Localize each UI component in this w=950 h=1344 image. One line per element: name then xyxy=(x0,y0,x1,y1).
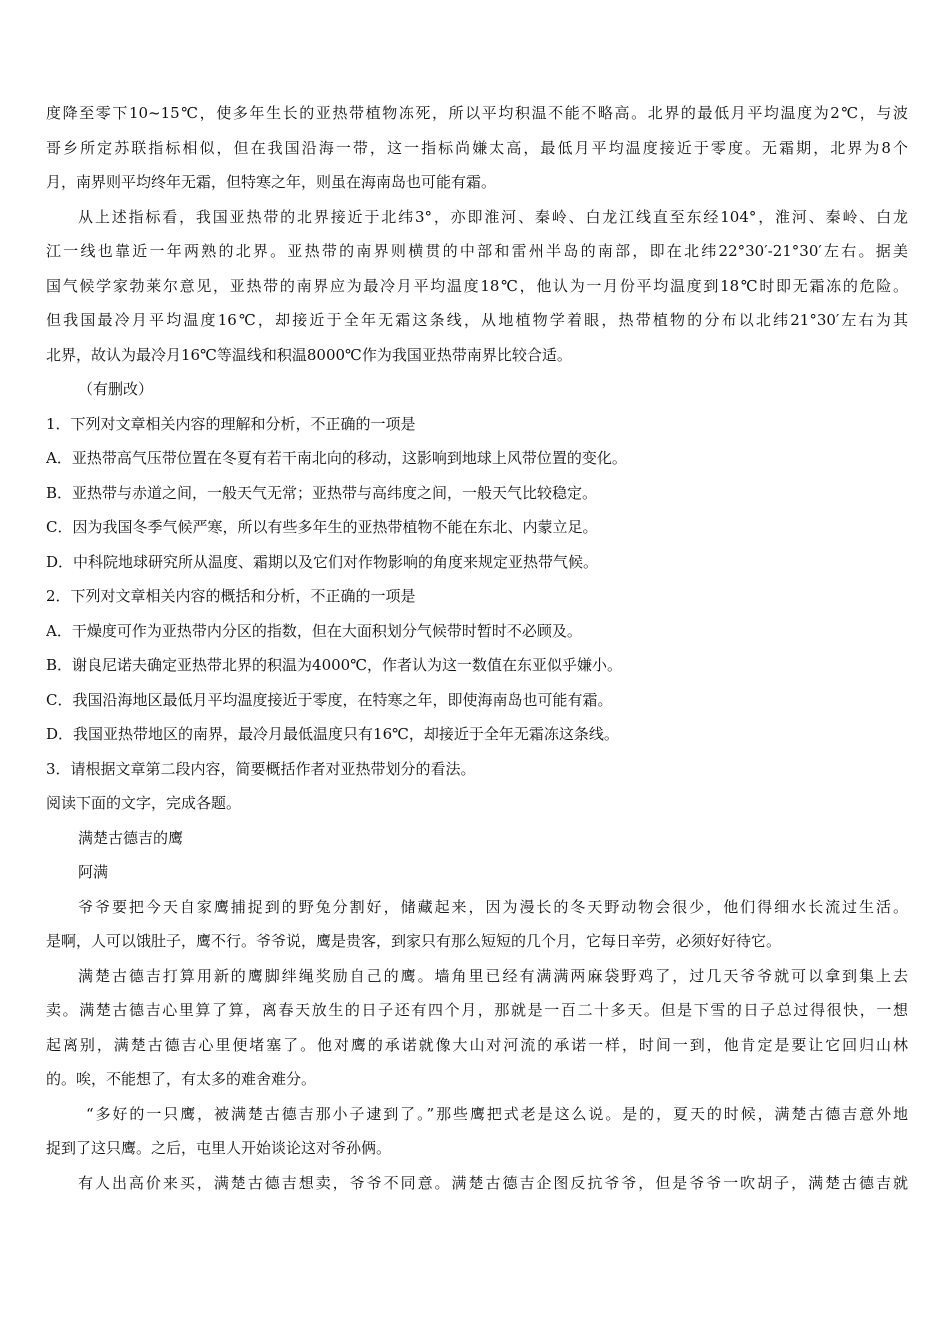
question-stem: 1．下列对文章相关内容的理解和分析，不正确的一项是 xyxy=(46,414,416,433)
text-line: 国气候学家勃莱尔意见，亚热带的南界应为最冷月平均温度18℃，他认为一月份平均温度到18℃时即无霜冻的危险。 xyxy=(46,276,908,295)
question-2 xyxy=(46,579,908,752)
text-line: 江一线也靠近一年两熟的北界。亚热带的南界则横贯的中部和雷州半岛的南部，即在北纬22°30′-21°30′左右。据美 xyxy=(46,242,908,260)
text-line: 北界，故认为最冷月16℃等温线和积温8000℃作为我国亚热带南界比较合适。 xyxy=(46,345,572,364)
question-stem: 2．下列对文章相关内容的概括和分析，不正确的一项是 xyxy=(46,587,416,605)
text-line: 但我国最冷月平均温度16℃，却接近于全年无霜这条线，从地植物学着眼，热带植物的分布以北纬21°30′左右为其 xyxy=(46,311,908,329)
question-3-stem: 3．请根据文章第二段内容，简要概括作者对亚热带划分的看法。 xyxy=(46,759,476,778)
text-line: 度降至零下10~15℃，使多年生长的亚热带植物冻死，所以平均积温不能不略高。北界的最低月平均温度为2℃，与波 xyxy=(46,104,908,122)
story-author: 阿满 xyxy=(78,863,109,881)
document-page xyxy=(46,96,908,1200)
text-line: 卖。满楚古德吉心里算了算，离春天放生的日子还有四个月，那就是一百二十多天。但是下雪的日子总过得很快，一想 xyxy=(46,1001,908,1019)
question-1 xyxy=(46,407,908,580)
story-paragraph xyxy=(46,1166,908,1201)
story-paragraph xyxy=(46,959,908,1097)
option-a: A．亚热带高气压带位置在冬夏有若干南北向的移动，这影响到地球上风带位置的变化。 xyxy=(46,449,627,467)
text-line: 满楚古德吉打算用新的鹰脚绊绳奖励自己的鹰。墙角里已经有满满两麻袋野鸡了，过几天爷爷就可以拿到集上去 xyxy=(78,966,908,985)
text-line: 有人出高价来买，满楚古德吉想卖，爷爷不同意。满楚古德吉企图反抗爷爷，但是爷爷一吹胡子，满楚古德吉就 xyxy=(78,1173,908,1192)
option-c: C．我国沿海地区最低月平均温度接近于零度，在特寒之年，即使海南岛也可能有霜。 xyxy=(46,690,613,709)
text-line: 捉到了这只鹰。之后，屯里人开始谈论这对爷孙俩。 xyxy=(46,1139,392,1157)
paragraph-climate-indicators xyxy=(46,96,908,200)
option-d: D．中科院地球研究所从温度、霜期以及它们对作物影响的角度来规定亚热带气候。 xyxy=(46,552,599,571)
text-line: 的。唉，不能想了，有太多的难舍难分。 xyxy=(46,1070,317,1088)
text-line: 哥乡所定苏联指标相似，但在我国沿海一带，这一指标尚嫌太高，最低月平均温度接近于零度。无霜期，北界为8个 xyxy=(46,138,908,157)
paragraph-subtropical-boundaries xyxy=(46,200,908,373)
story-title: 满楚古德吉的鹰 xyxy=(78,828,184,847)
option-d: D．我国亚热带地区的南界，最冷月最低温度只有16℃，却接近于全年无霜冻这条线。 xyxy=(46,725,619,743)
reading-instruction: 阅读下面的文字，完成各题。 xyxy=(46,794,242,812)
text-line: “多好的一只鹰，被满楚古德吉那小子逮到了。”那些鹰把式老是这么说。是的，夏天的时候，满楚古德吉意外地 xyxy=(86,1104,908,1123)
source-note: （有删改） xyxy=(78,380,154,398)
text-line: 从上述指标看，我国亚热带的北界接近于北纬3°，亦即淮河、秦岭、白龙江线直至东经104°，淮河、秦岭、白龙 xyxy=(78,207,908,226)
text-line: 月，南界则平均终年无霜，但特寒之年，则虽在海南岛也可能有霜。 xyxy=(46,173,497,191)
option-b: B．亚热带与赤道之间，一般天气无常；亚热带与高纬度之间，一般天气比较稳定。 xyxy=(46,483,598,502)
option-a: A．干燥度可作为亚热带内分区的指数，但在大面积划分气候带时暂时不必顾及。 xyxy=(46,621,582,640)
story-paragraph xyxy=(46,1097,908,1166)
text-line: 是啊，人可以饿肚子，鹰不行。爷爷说，鹰是贵客，到家只有那么短短的几个月，它每日辛劳，必须好好待它。 xyxy=(46,932,782,950)
option-b: B．谢良尼诺夫确定亚热带北界的积温为4000℃，作者认为这一数值在东亚似乎嫌小。 xyxy=(46,656,622,674)
text-line: 起离别，满楚古德吉心里便堵塞了。他对鹰的承诺就像大山对河流的承诺一样，时间一到，他肯定是要让它回归山林 xyxy=(46,1035,908,1054)
story-paragraph xyxy=(46,890,908,959)
text-line: 爷爷要把今天自家鹰捕捉到的野兔分割好，储藏起来，因为漫长的冬天野动物会很少，他们得细水长流过生活。 xyxy=(78,897,908,916)
option-c: C．因为我国冬季气候严寒，所以有些多年生的亚热带植物不能在东北、内蒙立足。 xyxy=(46,518,598,536)
